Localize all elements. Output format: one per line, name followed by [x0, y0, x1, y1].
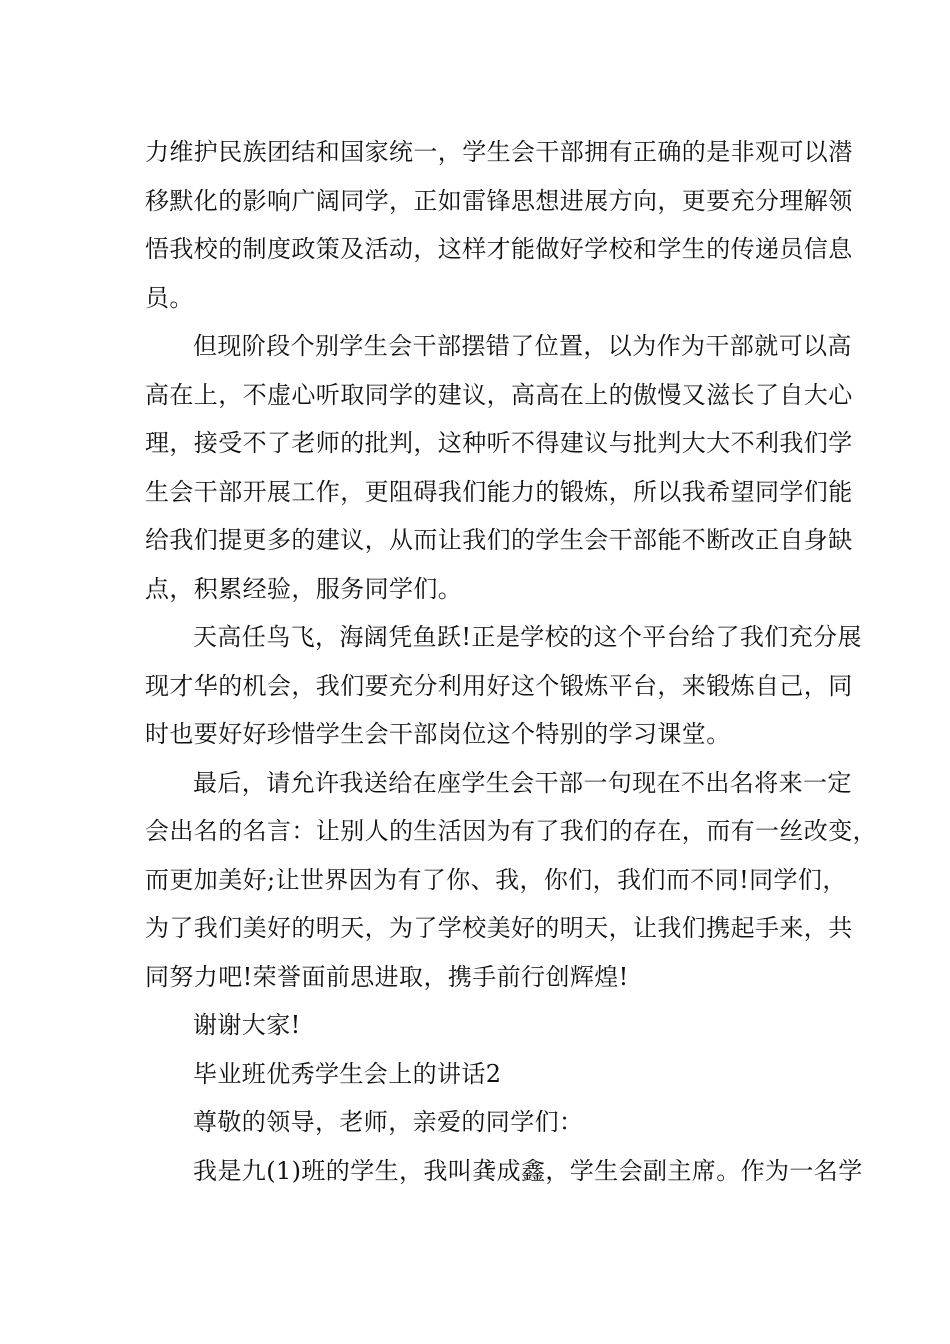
text-line: 给我们提更多的建议，从而让我们的学生会干部能不断改正自身缺 [145, 526, 853, 554]
paragraph-4 [145, 759, 877, 1002]
text-line: 现才华的机会，我们要充分利用好这个锻炼平台，来锻炼自己，同 [145, 671, 853, 700]
text-line: 时也要好好珍惜学生会干部岗位这个特别的学习课堂。 [145, 720, 731, 748]
text-line: 最后，请允许我送给在座学生会干部一句现在不出名将来一定 [193, 768, 852, 797]
paragraph-intro [145, 1147, 863, 1196]
text-line: 高在上，不虚心听取同学的建议，高高在上的傲慢又滋长了自大心 [145, 380, 853, 409]
paragraph-salutation [145, 1098, 820, 1147]
text-line: 但现阶段个别学生会干部摆错了位置，以为作为干部就可以高 [193, 332, 852, 360]
text-line: 力维护民族团结和国家统一，学生会干部拥有正确的是非观可以潜 [145, 138, 853, 166]
text-line: 毕业班优秀学生会上的讲话2 [193, 1059, 502, 1088]
text-line: 而更加美好;让世界因为有了你、我，你们，我们而不同!同学们， [145, 865, 847, 894]
document-body [145, 128, 877, 1195]
paragraph-3 [145, 613, 862, 759]
text-line: 会出名的名言：让别人的生活因为有了我们的存在，而有一丝改变， [145, 817, 877, 845]
paragraph-thanks [145, 1001, 820, 1050]
text-line: 悟我校的制度政策及活动，这样才能做好学校和学生的传递员信息 [145, 235, 853, 263]
text-line: 我是九(1)班的学生，我叫龚成鑫，学生会副主席。作为一名学 [193, 1156, 863, 1185]
paragraph-2 [145, 322, 853, 613]
section-heading [145, 1050, 820, 1099]
text-line: 同努力吧!荣誉面前思进取，携手前行创辉煌! [145, 962, 629, 991]
text-line: 尊敬的领导，老师，亲爱的同学们： [193, 1108, 584, 1136]
text-line: 移默化的影响广阔同学，正如雷锋思想进展方向，更要充分理解领 [145, 186, 853, 215]
text-line: 点，积累经验，服务同学们。 [145, 574, 463, 603]
text-line: 为了我们美好的明天，为了学校美好的明天，让我们携起手来，共 [145, 914, 853, 942]
text-line: 谢谢大家! [193, 1011, 301, 1039]
text-line: 生会干部开展工作，更阻碍我们能力的锻炼，所以我希望同学们能 [145, 477, 853, 506]
text-line: 天高任鸟飞，海阔凭鱼跃!正是学校的这个平台给了我们充分展 [193, 623, 862, 651]
text-line: 理，接受不了老师的批判，这种听不得建议与批判大大不利我们学 [145, 429, 853, 457]
text-line: 员。 [145, 283, 194, 312]
paragraph-1 [145, 128, 853, 322]
